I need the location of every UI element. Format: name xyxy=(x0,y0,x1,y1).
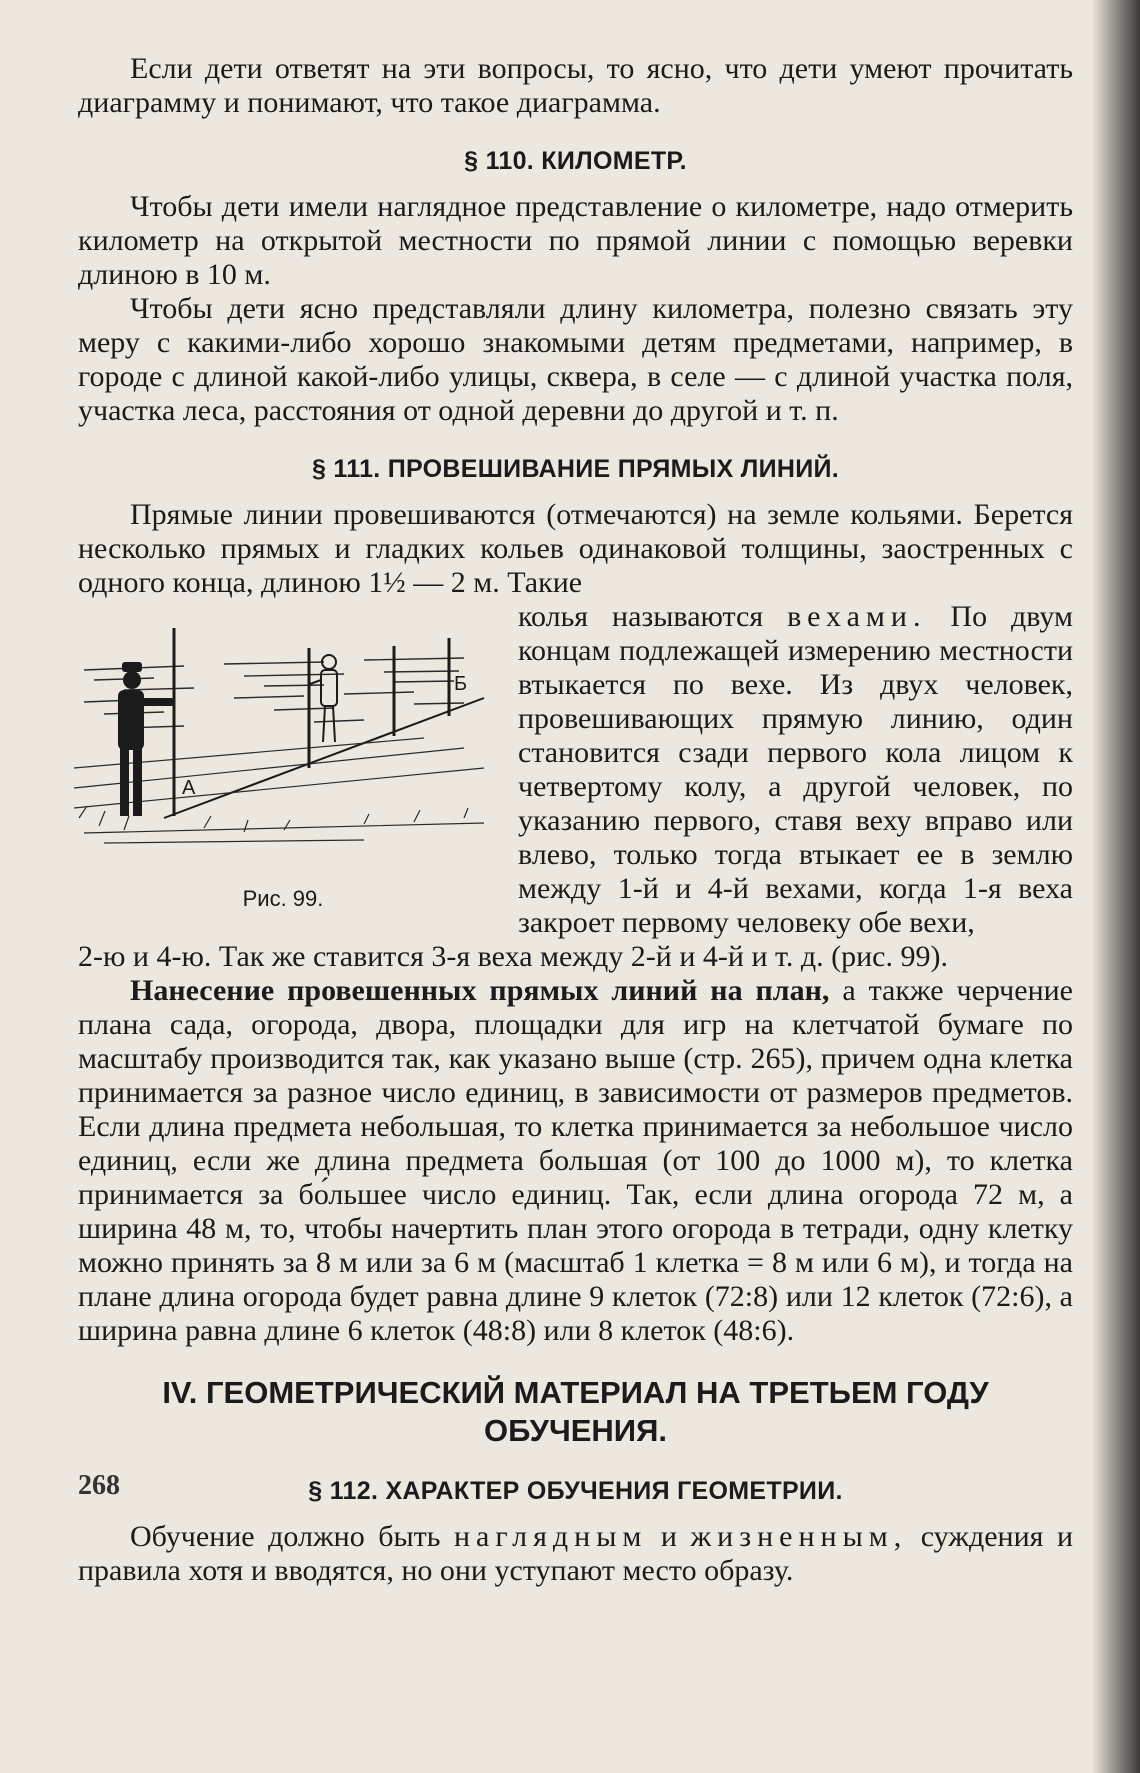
paragraph-2-body: а также черчение плана сада, огорода, двора, площадки для игр на клетчатой бумаге по масштабу производится так, как указано выше (стр. 265), причем одна клетка принимается за разное число единиц, в зависимости от размеров предметов. Если длина предмета небольшая, то клетка принимается за небольшое число единиц, если же длина предмета большая (от 100 до 1000 м), то клетка принимается за бо́льшее число единиц. Так, если длина огорода 72 м, а ширина 48 м, то, чтобы начертить план этого огорода в тетради, одну клетку можно принять за 8 м или за 6 м (масштаб 1 клетка = 8 м или 6 м), и тогда на плане длина огорода будет равна длине 9 клеток (72:8) или 12 клеток (72:6), а ширина равна длине 6 клеток (48:8) или 8 клеток (48:6). xyxy=(78,974,1073,1347)
bold-lead-in: Нанесение провешенных прямых линий на план, xyxy=(130,974,830,1007)
section-110-title: § 110. КИЛОМЕТР. xyxy=(464,147,687,175)
section-112-title: § 112. ХАРАКТЕР ОБУЧЕНИЯ ГЕОМЕТРИИ. xyxy=(308,1477,843,1505)
side-text-start: колья называются xyxy=(518,600,764,633)
page-edge-shadow xyxy=(1092,0,1140,1773)
figure-label-b: Б xyxy=(454,673,468,695)
figure-caption: Рис. 99. xyxy=(242,886,324,911)
part-4-title xyxy=(78,1374,1073,1450)
s112-text-start: Обучение должно быть xyxy=(130,1520,441,1553)
section-110-paragraph-1: Чтобы дети имели наглядное представление о километре, надо отмерить километр на открытой местности по прямой линии с помощью веревки длиною в 10 м. xyxy=(78,190,1073,291)
side-text-rest: По двум концам подлежащей измерению местности втыкается по вехе. Из двух человек, провешивающих прямую линию, один становится сзади первого кола лицом к четвертому колу, а другой человек, по указанию первого, ставя веху вправо или влево, только тогда втыкает ее в землю между 1-й и 4-й вехами, когда 1-я веха закроет первому человеку обе вехи, xyxy=(518,600,1074,939)
term-naglyadnym: наглядным xyxy=(453,1520,648,1553)
s112-text-end: суждения и правила хотя и вводятся, но они уступают место образу. xyxy=(78,1520,1074,1587)
section-111-paragraph-1-end: 2-ю и 4-ю. Так же ставится 3-я веха между 2-й и 4-й и т. д. (рис. 99). xyxy=(78,940,948,973)
figure-with-text xyxy=(78,600,1073,940)
section-110-paragraph-2: Чтобы дети ясно представляли длину километра, полезно связать эту меру с какими-либо хорошо знакомыми детям предметами, например, в городе с длиной какой-либо улицы, сквера, в селе — с длиной участка поля, участка леса, расстояния от одной деревни до другой и т. п. xyxy=(78,292,1073,427)
s112-and: и xyxy=(647,1520,691,1553)
figure-label-a: А xyxy=(182,777,196,799)
section-112-paragraph-1 xyxy=(78,1520,1073,1588)
section-111-title: § 111. ПРОВЕШИВАНИЕ ПРЯМЫХ ЛИНИЙ. xyxy=(311,455,840,483)
book-page xyxy=(78,52,1073,1588)
part-4-title-line-2: ОБУЧЕНИЯ. xyxy=(484,1413,667,1448)
part-4-title-line-1: IV. ГЕОМЕТРИЧЕСКИЙ МАТЕРИАЛ НА ТРЕТЬЕМ ГОДУ xyxy=(162,1375,989,1410)
term-zhiznennym: жизненным, xyxy=(690,1520,908,1553)
page-number: 268 xyxy=(78,1470,120,1501)
section-111-paragraph-1-start: Прямые линии провешиваются (отмечаются) на земле кольями. Берется несколько прямых и гладких кольев одинаковой толщины, заостренных с одного конца, длиною 1½ — 2 м. Такие xyxy=(78,498,1073,599)
figure-side-text xyxy=(518,600,1073,940)
term-vekhi: вехами. xyxy=(787,600,927,633)
surveying-illustration xyxy=(64,618,494,858)
figure-99 xyxy=(78,600,518,940)
section-111-paragraph-2 xyxy=(78,974,1073,1348)
intro-paragraph: Если дети ответят на эти вопросы, то ясно, что дети умеют прочитать диаграмму и понимают, что такое диаграмма. xyxy=(78,52,1073,119)
